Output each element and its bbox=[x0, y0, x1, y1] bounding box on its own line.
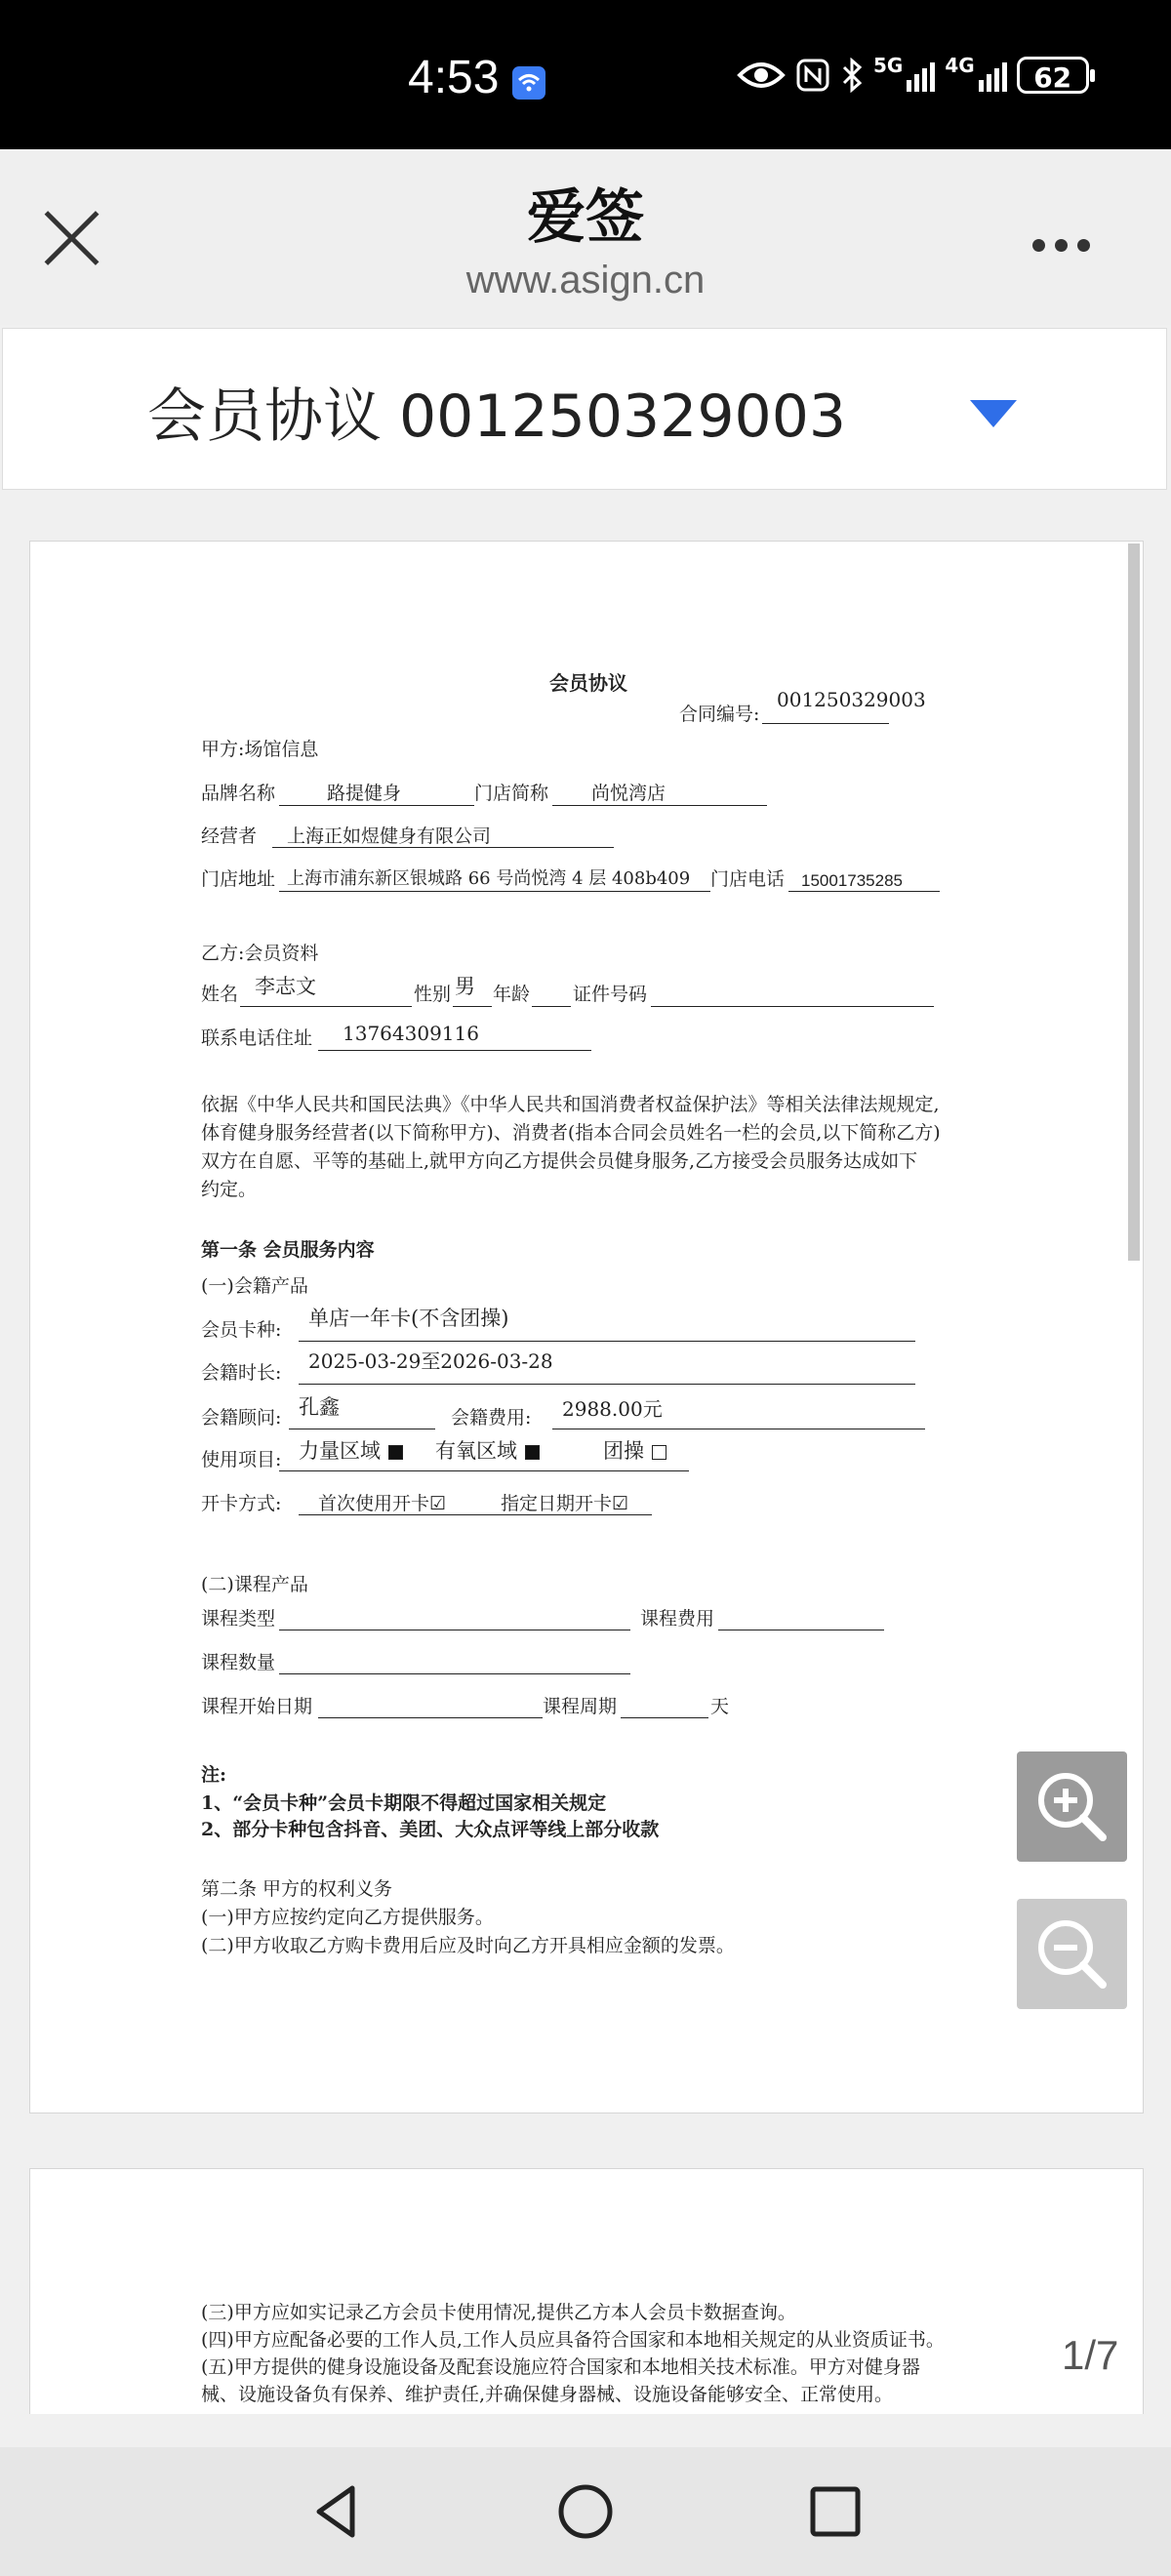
store-short-label: 门店简称 bbox=[474, 783, 549, 804]
id-label: 证件号码 bbox=[573, 984, 648, 1005]
store-short-value: 尚悦湾店 bbox=[591, 783, 666, 804]
fee-label: 会籍费用: bbox=[451, 1407, 532, 1429]
item-strength-label: 力量区域 bbox=[299, 1439, 381, 1463]
page2-line-4: 械、设施设备负有保养、维护责任,并确保健身器械、设施设备能够安全、正常使用。 bbox=[201, 2384, 894, 2405]
dropdown-caret-icon[interactable] bbox=[970, 400, 1017, 427]
activation-first-use: 首次使用开卡☑ bbox=[318, 1493, 447, 1514]
duration-value: 2025-03-29至2026-03-28 bbox=[308, 1349, 553, 1373]
signal-4g-icon bbox=[979, 59, 1007, 92]
checkbox-group-class bbox=[652, 1445, 666, 1460]
document-page-1 bbox=[29, 541, 1144, 2113]
fee-value: 2988.00元 bbox=[562, 1397, 663, 1421]
item-cardio bbox=[435, 1441, 540, 1462]
duration-label: 会籍时长: bbox=[201, 1362, 282, 1384]
address-label: 门店地址 bbox=[201, 868, 276, 890]
home-icon[interactable] bbox=[556, 2482, 615, 2541]
phone-value: 15001735285 bbox=[801, 871, 904, 890]
course-period-unit: 天 bbox=[710, 1696, 730, 1717]
operator-value: 上海正如煜健身有限公司 bbox=[287, 825, 492, 847]
course-count-label: 课程数量 bbox=[201, 1652, 276, 1673]
note-title: 注: bbox=[201, 1764, 227, 1786]
system-nav-bar bbox=[0, 2447, 1171, 2576]
zoom-out-icon bbox=[1032, 1914, 1110, 1992]
items-label: 使用项目: bbox=[201, 1449, 282, 1470]
page-indicator: 1/7 bbox=[1062, 2332, 1119, 2378]
page2-line-3: (五)甲方提供的健身设施设备及配套设施应符合国家和本地相关技术标准。甲方对健身器 bbox=[201, 2356, 920, 2378]
intro-line-2: 体育健身服务经营者(以下简称甲方)、消费者(指本合同会员姓名一栏的会员,以下简称乙方) bbox=[201, 1122, 941, 1144]
article2-item-1: (一)甲方应按约定向乙方提供服务。 bbox=[201, 1907, 494, 1928]
note-2: 2、部分卡种包含抖音、美团、大众点评等线上部分收款 bbox=[201, 1819, 660, 1840]
contact-label: 联系电话住址 bbox=[201, 1027, 313, 1049]
contact-value: 13764309116 bbox=[343, 1022, 479, 1045]
card-type-label: 会员卡种: bbox=[201, 1319, 282, 1341]
zoom-in-button[interactable] bbox=[1017, 1751, 1127, 1862]
scrollbar[interactable] bbox=[1128, 543, 1140, 1261]
contract-no-label: 合同编号: bbox=[679, 704, 760, 725]
app-title: 爱签 bbox=[527, 183, 644, 252]
brand-label: 品牌名称 bbox=[201, 783, 276, 804]
zoom-out-button[interactable] bbox=[1017, 1899, 1127, 2009]
item-cardio-label: 有氧区域 bbox=[435, 1439, 517, 1463]
membership-product-title: (一)会籍产品 bbox=[201, 1275, 308, 1297]
brand-value: 路提健身 bbox=[327, 783, 402, 804]
note-1: 1、“会员卡种”会员卡期限不得超过国家相关规定 bbox=[201, 1792, 607, 1814]
document-heading: 会员协议 bbox=[549, 671, 627, 695]
bluetooth-icon bbox=[840, 58, 864, 93]
gender-value: 男 bbox=[455, 975, 475, 998]
article2-title: 第二条 甲方的权利义务 bbox=[201, 1878, 393, 1900]
contract-no-value: 001250329003 bbox=[777, 688, 926, 711]
app-url: www.asign.cn bbox=[465, 259, 706, 302]
address-value: 上海市浦东新区银城路 66 号尚悦湾 4 层 408b409 bbox=[287, 868, 691, 889]
course-product-title: (二)课程产品 bbox=[201, 1574, 308, 1595]
page2-line-2: (四)甲方应配备必要的工作人员,工作人员应具备符合国家和本地相关规定的从业资质证书。 bbox=[201, 2329, 945, 2351]
advisor-value: 孔鑫 bbox=[299, 1395, 340, 1419]
card-type-value: 单店一年卡(不含团操) bbox=[308, 1307, 509, 1330]
intro-line-1: 依据《中华人民共和国民法典》《中华人民共和国消费者权益保护法》等相关法律法规规定, bbox=[201, 1094, 940, 1115]
course-type-label: 课程类型 bbox=[201, 1608, 276, 1630]
course-fee-label: 课程费用 bbox=[640, 1608, 715, 1630]
zoom-in-icon bbox=[1032, 1767, 1110, 1845]
activation-date: 指定日期开卡☑ bbox=[501, 1493, 629, 1514]
article1-title: 第一条 会员服务内容 bbox=[201, 1239, 375, 1261]
app-header bbox=[0, 149, 1171, 325]
intro-line-4: 约定。 bbox=[201, 1179, 258, 1200]
course-start-label: 课程开始日期 bbox=[201, 1696, 313, 1717]
checkbox-strength bbox=[388, 1445, 403, 1460]
document-title bbox=[3, 370, 1008, 454]
gender-label: 性别 bbox=[414, 984, 452, 1005]
signal-5g-icon bbox=[907, 59, 935, 92]
document-title-text: 会员协议 bbox=[146, 382, 382, 451]
age-label: 年龄 bbox=[493, 984, 531, 1005]
document-page-2 bbox=[29, 2168, 1144, 2414]
net-4g-label: 4G bbox=[945, 54, 975, 77]
more-icon[interactable] bbox=[1032, 239, 1090, 252]
battery-icon: 62 bbox=[1017, 57, 1089, 94]
eye-icon bbox=[737, 60, 786, 91]
wifi-icon bbox=[512, 66, 545, 100]
article2-item-2: (二)甲方收取乙方购卡费用后应及时向乙方开具相应金额的发票。 bbox=[201, 1935, 735, 1956]
operator-label: 经营者 bbox=[201, 825, 258, 847]
party-b-title: 乙方:会员资料 bbox=[201, 943, 319, 964]
item-group-class-label: 团操 bbox=[603, 1439, 644, 1463]
nfc-icon bbox=[795, 58, 830, 93]
page2-line-1: (三)甲方应如实记录乙方会员卡使用情况,提供乙方本人会员卡数据查询。 bbox=[201, 2302, 796, 2323]
course-period-label: 课程周期 bbox=[543, 1696, 618, 1717]
status-bar bbox=[0, 0, 1171, 149]
net-5g-label: 5G bbox=[873, 54, 904, 77]
name-label: 姓名 bbox=[201, 984, 239, 1005]
phone-label: 门店电话 bbox=[710, 868, 786, 890]
item-group-class bbox=[603, 1441, 666, 1462]
activation-label: 开卡方式: bbox=[201, 1493, 282, 1514]
name-value: 李志文 bbox=[255, 975, 316, 998]
intro-line-3: 双方在自愿、平等的基础上,就甲方向乙方提供会员健身服务,乙方接受会员服务达成如下 bbox=[201, 1150, 918, 1172]
document-viewer[interactable] bbox=[29, 541, 1144, 2414]
recents-icon[interactable] bbox=[806, 2482, 865, 2541]
document-contract-id: 001250329003 bbox=[398, 382, 847, 451]
status-icons bbox=[737, 54, 1089, 94]
back-icon[interactable] bbox=[307, 2482, 366, 2541]
checkbox-cardio bbox=[525, 1445, 540, 1460]
party-a-title: 甲方:场馆信息 bbox=[201, 739, 319, 760]
item-strength bbox=[299, 1441, 403, 1462]
advisor-label: 会籍顾问: bbox=[201, 1407, 282, 1429]
status-time: 4:53 bbox=[408, 52, 500, 103]
